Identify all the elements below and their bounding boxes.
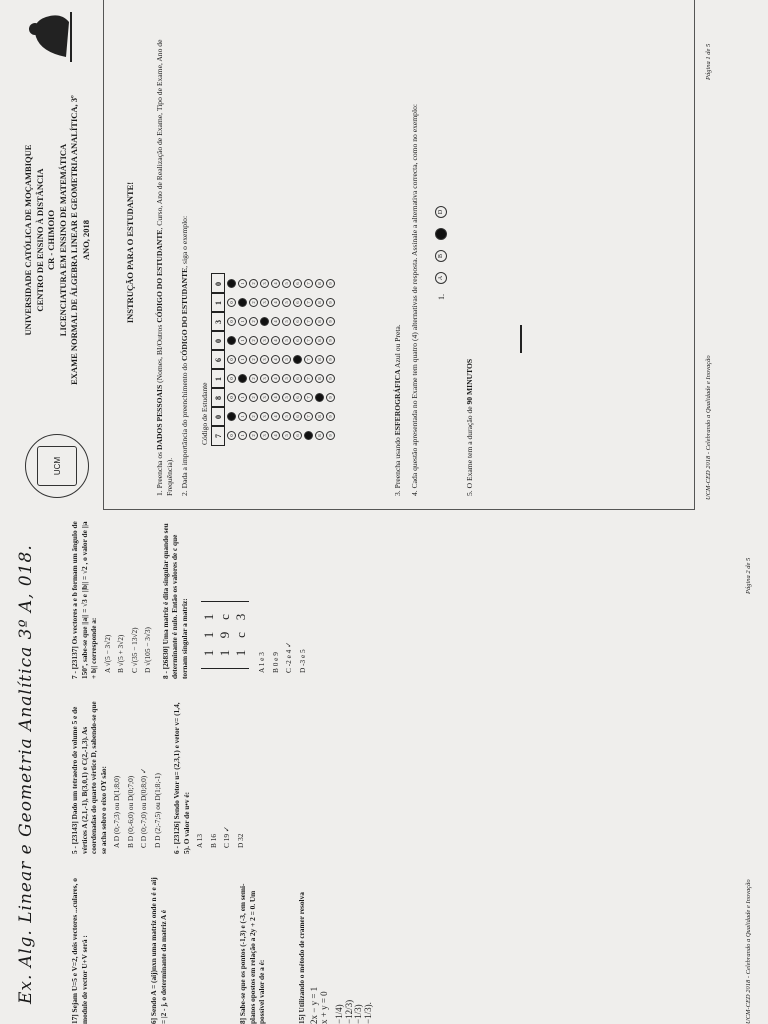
code-bubble: 1 [238,431,247,440]
code-bubble: 5 [282,317,291,326]
code-bubble: 5 [282,336,291,345]
university-header [23,90,92,390]
code-bubble: 9 [326,279,335,288]
code-column [211,369,335,388]
code-bubble: 8 [315,355,324,364]
mascot-icon [21,7,76,67]
code-digit: 0 [211,274,225,295]
q7-option-b: B √(5 + 3√2) [116,634,125,673]
question-15: 15] Utilizando o método de cramer resolva [296,892,306,1024]
code-column [211,350,335,369]
code-bubble: 0 [227,298,236,307]
code-bubble: 6 [293,393,302,402]
code-bubble: 9 [326,412,335,421]
instruction-4: 4. Cada questão apresentada no Exame tem quatro (4) alternativas de resposta. Assinale a alternativa correcta, como no exemplo: [410,104,419,496]
code-bubble: 2 [249,374,258,383]
code-bubble: 1 [238,317,247,326]
handwritten-title: Ex. Alg. Linear e Geometria Analítica 3º A, 018. [16,544,36,1004]
code-bubble: 7 [304,355,313,364]
code-bubble: 2 [249,431,258,440]
q8-option-c: C -2 e 4 ✓ [284,641,293,673]
university-name: UNIVERSIDADE CATÓLICA DE MOÇAMBIQUE [23,144,33,336]
instruction-5: 5. O Exame tem a duração de 90 MINUTOS [465,358,474,496]
code-bubble: 5 [282,279,291,288]
code-bubble: 4 [271,374,280,383]
q7-option-c: C √(35 − 13√2) [129,627,139,673]
code-digit: 1 [211,369,225,390]
code-bubble-grid [211,274,335,445]
code-label: Código de Estudante [200,382,209,445]
code-bubble: 3 [260,374,269,383]
code-bubble: 4 [271,355,280,364]
code-bubble: 5 [282,431,291,440]
code-bubble: 3 [260,355,269,364]
question-16: 6] Sendo A = (aij)nxn uma matriz onde n é e aij = |2 - j, o determinante da matriz A é [149,877,168,1024]
code-bubble: 9 [326,336,335,345]
code-bubble: 6 [293,317,302,326]
code-bubble: 3 [260,317,269,326]
code-bubble: 6 [293,298,302,307]
example-option-a: A [435,272,447,284]
code-bubble: 9 [326,317,335,326]
questions-page [10,514,765,1024]
university-logo-icon: UCM [25,434,89,498]
equation-system: 2x − y = 1 x + y = 0 [309,986,329,1024]
code-bubble: 3 [260,336,269,345]
code-bubble: 4 [271,317,280,326]
left-answers: −1/4) −12/3) −1/3) −1/3). [334,999,373,1024]
code-bubble: 8 [315,412,324,421]
page-number: Página 2 de 5 [745,557,752,594]
center-name: CENTRO DE ENSINO À DISTÂNCIA [34,168,45,312]
code-bubble: 6 [293,279,302,288]
question-5: 5 - [23143] Dado um tetraedro de volume 5 e de vértices A (2,1,-1), B(3,0,1) e C(2,-1,3). As coordenadas do quarto vértice D, sabendo-se que se acha sobre o eixo OY são: [70,701,108,854]
code-column [211,331,335,350]
code-bubble: 7 [304,336,313,345]
code-bubble: 5 [282,355,291,364]
q5-option-a: A D (0;-7;3) ou D(1;8;0) [112,775,121,848]
code-bubble: 2 [249,298,258,307]
code-bubble: 0 [227,431,236,440]
q6-option-a: A 13 [195,834,204,848]
example-option-c: C [435,228,447,240]
code-bubble: 4 [271,336,280,345]
code-digit: 0 [211,331,225,352]
code-column [211,274,335,293]
code-bubble: 0 [227,412,236,421]
code-bubble: 9 [326,393,335,402]
code-digit: 6 [211,350,225,371]
code-bubble: 9 [326,298,335,307]
code-bubble: 8 [315,317,324,326]
q6-option-b: B 16 [208,834,218,848]
code-bubble: 1 [238,298,247,307]
code-bubble: 3 [260,412,269,421]
code-bubble: 8 [315,336,324,345]
code-bubble: 3 [260,393,269,402]
code-bubble: 0 [227,317,236,326]
code-bubble: 7 [304,412,313,421]
cover-page [15,5,768,500]
code-digit: 8 [211,388,225,409]
code-bubble: 5 [282,374,291,383]
q6-option-c: C 19 ✓ [222,826,231,848]
example-number: 1. [436,294,446,300]
code-bubble: 0 [227,355,236,364]
code-bubble: 8 [315,431,324,440]
instruction-2: 2. Dada a importância do preenchimento do CÓDIGO DO ESTUDANTE, siga o exemplo: [180,215,189,496]
q6-option-d: D 32 [235,833,245,848]
code-bubble: 8 [315,298,324,307]
code-bubble: 4 [271,279,280,288]
footer-left: UCM-CED 2018 - Celebrando a Qualidade e Inovação [745,879,752,1024]
q7-option-d: D √(105 − 3√3) [143,627,152,673]
code-column [211,407,335,426]
code-bubble: 1 [238,412,247,421]
code-digit: 0 [211,407,225,428]
footer-left: UCM-CED 2018 - Celebrando a Qualidade e Inovação [705,355,712,500]
matrix: 111 19c 1c3 [201,601,249,669]
q8-option-b: B 0 e 9 [270,652,280,673]
answer-example [435,206,447,300]
code-bubble: 3 [260,431,269,440]
code-digit: 3 [211,312,225,333]
middle-column [70,694,249,854]
code-bubble: 6 [293,336,302,345]
code-bubble: 1 [238,393,247,402]
code-bubble: 6 [293,412,302,421]
code-bubble: 7 [304,279,313,288]
code-bubble: 7 [304,431,313,440]
q5-option-d: D D (2;-7;5) ou D(1;8;-1) [152,773,162,848]
code-bubble: 0 [227,279,236,288]
exam-title: EXAME NORMAL DE ÁLGEBRA LINEAR E GEOMETRIA ANALÍTICA, 3º ANO, 2018 [69,95,91,385]
code-column [211,426,335,445]
code-bubble: 1 [238,355,247,364]
code-bubble: 2 [249,393,258,402]
code-bubble: 2 [249,317,258,326]
instruction-title: INSTRUÇÃO PARA O ESTUDANTE! [125,181,135,324]
code-bubble: 7 [304,317,313,326]
q8-option-d: D -3 e 5 [297,649,307,673]
code-bubble: 5 [282,393,291,402]
code-bubble: 5 [282,412,291,421]
code-bubble: 7 [304,374,313,383]
example-option-b: B [435,250,447,262]
code-bubble: 2 [249,279,258,288]
code-bubble: 1 [238,374,247,383]
code-bubble: 1 [238,336,247,345]
q5-option-b: B D (0;-6;0) ou D(0;7;0) [125,775,135,848]
code-bubble: 0 [227,374,236,383]
code-bubble: 9 [326,374,335,383]
code-bubble: 3 [260,279,269,288]
student-code-grid [200,274,335,445]
degree-name: LICENCIATURA EM ENSINO DE MATEMÁTICA [57,143,68,337]
code-bubble: 7 [304,298,313,307]
code-bubble: 4 [271,298,280,307]
code-bubble: 6 [293,355,302,364]
question-17: 17] Sejam U=5 e V=2, dois vectores ...culares, o module de vector U+V será : [70,878,89,1024]
code-bubble: 9 [326,431,335,440]
code-bubble: 3 [260,298,269,307]
code-bubble: 5 [282,298,291,307]
code-bubble: 1 [238,279,247,288]
code-bubble: 9 [326,355,335,364]
regional-center: CR - CHIMOIO [46,210,56,270]
instruction-3: 3. Preencha usando ESFEROGRÁFICA Azul ou Preta. [393,324,402,496]
code-bubble: 2 [249,412,258,421]
question-7: 7 - [23137] Os vectores a e b formam um ângulo de 150º, sabe-se que ||a|| = √3 e ||b|| = √2 , o valor de ||a + b|| corresponde a: [70,521,98,679]
code-bubble: 8 [315,374,324,383]
code-bubble: 0 [227,336,236,345]
q8-option-a: A 1 e 3 [257,652,266,673]
code-bubble: 7 [304,393,313,402]
question-8: 8 - [26830] Uma matriz é dita singular quando seu determinante é nulo. Então os valores de c que tornam singular a matriz: [160,523,189,679]
code-column [211,312,335,331]
pen-mark [520,325,522,353]
example-option-d: D [435,206,447,218]
left-column [70,874,373,1024]
code-bubble: 6 [293,431,302,440]
code-bubble: 2 [249,336,258,345]
q5-option-c: C D (0;-7;0) ou D(0;8;0) ✓ [139,767,148,848]
code-digit: 1 [211,293,225,314]
code-bubble: 4 [271,412,280,421]
code-column [211,293,335,312]
code-bubble: 8 [315,279,324,288]
code-bubble: 2 [249,355,258,364]
code-bubble: 0 [227,393,236,402]
right-column [70,519,311,679]
page-number: Página 1 de 5 [705,43,712,80]
code-bubble: 6 [293,374,302,383]
code-digit: 7 [211,426,225,447]
code-bubble: 4 [271,431,280,440]
code-bubble: 8 [315,393,324,402]
instruction-1: 1. Preencha os DADOS PESSOAIS (Nomes, BI/Outros CÓDIGO DO ESTUDANTE, Curso, Ano de Realização de Exame, Tipo de Exame, Ano de Frequência). [155,39,174,496]
code-column [211,388,335,407]
question-6: 6 - [23126] Sendo Vetor u= (2,3,1) e vetor v= (1,4, 5). O valor de u•v é: [172,702,191,854]
code-bubble: 4 [271,393,280,402]
q7-option-a: A √(5 − 3√2) [102,634,112,673]
question-18: 8] Sabe-se que os pontos (-1,3) e (-3, em semi-planos opostos em relação a 2y + 2 = 0. Um possível valor de a é: [238,883,266,1024]
